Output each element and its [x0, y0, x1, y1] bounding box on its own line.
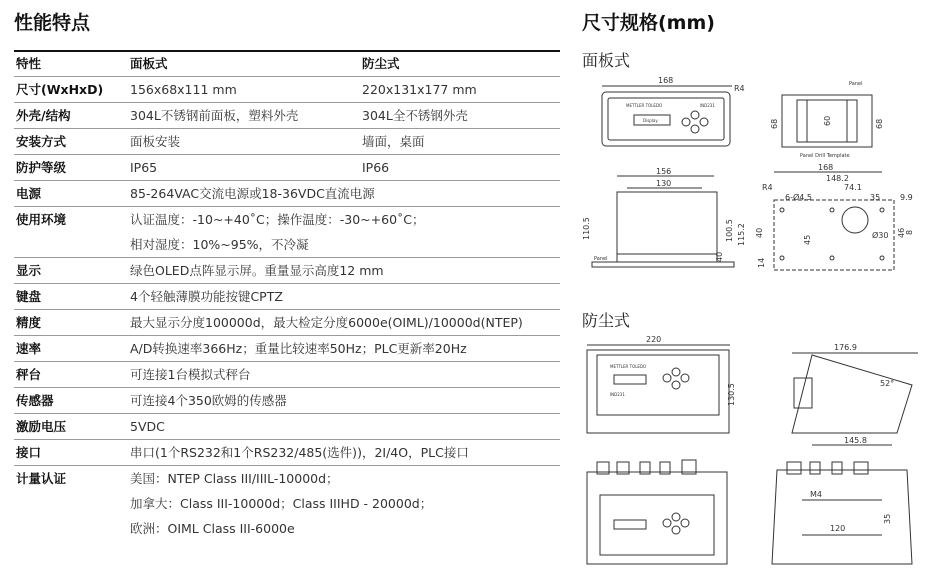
table-row: 尺寸(WxHxD) 156x68x111 mm 220x131x177 mm — [14, 77, 560, 103]
dimensions-title: 尺寸规格(mm) — [582, 12, 715, 34]
panel-side-view — [770, 81, 884, 159]
table-row-continued: 加拿大：Class III-10000d；Class IIIHD - 20000d； — [130, 496, 433, 511]
svg-text:74.1: 74.1 — [844, 183, 862, 192]
svg-text:60: 60 — [823, 115, 832, 126]
header-dust: 防尘式 — [360, 51, 560, 77]
svg-text:METTLER TOLEDO: METTLER TOLEDO — [626, 103, 663, 108]
table-row: 精度 最大显示分度100000d，最大检定分度6000e(OIML)/10000d(NTEP) — [14, 310, 560, 336]
table-row: 防护等级 IP65 IP66 — [14, 155, 560, 181]
features-title: 性能特点 — [14, 12, 91, 34]
svg-text:130.5: 130.5 — [727, 383, 736, 406]
table-row: 接口 串口(1个RS232和1个RS232/485(选件))，2I/4O，PLC接口 — [14, 440, 560, 466]
svg-text:148.2: 148.2 — [826, 174, 849, 183]
header-feature: 特性 — [14, 51, 128, 77]
table-row-continued: 相对湿度：10%~95%，不冷凝 — [130, 237, 309, 252]
svg-text:176.9: 176.9 — [834, 343, 857, 352]
table-row: 秤台 可连接1台模拟式秤台 — [14, 362, 560, 388]
panel-drill-template — [755, 163, 914, 270]
svg-text:52°: 52° — [880, 379, 895, 388]
svg-text:130: 130 — [656, 179, 672, 188]
dimensions-section — [582, 0, 947, 577]
table-row: 传感器 可连接4个350欧姆的传感器 — [14, 388, 560, 414]
table-row: 计量认证 美国：NTEP Class III/IIIL-10000d； — [14, 466, 560, 492]
svg-text:Display: Display — [643, 118, 658, 123]
dust-back-view — [772, 462, 912, 564]
svg-text:110.5: 110.5 — [582, 217, 591, 240]
table-row-continued: 欧洲：OIML Class III-6000e — [130, 521, 295, 536]
svg-text:40: 40 — [755, 227, 764, 238]
svg-text:M4: M4 — [810, 490, 822, 499]
svg-text:Ø30: Ø30 — [872, 231, 889, 240]
dust-subtitle: 防尘式 — [582, 311, 631, 330]
table-row: 外壳/结构 304L不锈钢前面板，塑料外壳 304L全不锈钢外壳 — [14, 103, 560, 129]
svg-text:40: 40 — [715, 251, 724, 262]
table-row: 键盘 4个轻触薄膜功能按键CPTZ — [14, 284, 560, 310]
panel-front-view — [602, 76, 745, 146]
svg-text:46: 46 — [897, 227, 906, 238]
svg-text:168: 168 — [818, 163, 834, 172]
dust-side-view — [792, 343, 918, 445]
svg-text:14: 14 — [757, 257, 766, 268]
svg-text:R4: R4 — [734, 84, 745, 93]
svg-text:Panel Drill Template: Panel Drill Template — [800, 153, 850, 159]
table-row: 激励电压 5VDC — [14, 414, 560, 440]
svg-text:35: 35 — [870, 193, 881, 202]
svg-text:Panel: Panel — [594, 256, 608, 262]
svg-text:145.8: 145.8 — [844, 436, 867, 445]
svg-text:100.5: 100.5 — [725, 219, 734, 242]
table-row: 显示 绿色OLED点阵显示屏。重量显示高度12 mm — [14, 258, 560, 284]
svg-text:168: 168 — [658, 76, 674, 85]
panel-subtitle: 面板式 — [582, 51, 631, 70]
svg-text:68: 68 — [770, 118, 779, 129]
features-table — [14, 50, 560, 541]
svg-text:35: 35 — [883, 513, 892, 524]
svg-text:METTLER TOLEDO: METTLER TOLEDO — [610, 364, 647, 369]
svg-text:IND231: IND231 — [700, 103, 715, 108]
dust-front-view — [587, 335, 736, 433]
svg-text:Panel: Panel — [849, 81, 863, 87]
svg-text:156: 156 — [656, 167, 672, 176]
table-row: 电源 85-264VAC交流电源或18-36VDC直流电源 — [14, 181, 560, 207]
svg-text:R4: R4 — [762, 183, 773, 192]
svg-text:68: 68 — [875, 118, 884, 129]
svg-text:9.9: 9.9 — [900, 193, 913, 202]
svg-text:115.2: 115.2 — [737, 223, 746, 246]
table-row: 使用环境 认证温度：-10~+40˚C；操作温度：-30~+60˚C； — [14, 207, 560, 233]
svg-text:45: 45 — [803, 234, 812, 245]
svg-text:8: 8 — [905, 229, 914, 235]
svg-text:IND231: IND231 — [610, 392, 625, 397]
dimension-drawings — [582, 0, 947, 577]
svg-text:6-Ø4.5: 6-Ø4.5 — [785, 193, 812, 202]
header-panel: 面板式 — [128, 51, 360, 77]
table-row: 速率 A/D转换速率366Hz；重量比较速率50Hz；PLC更新率20Hz — [14, 336, 560, 362]
dust-bottom-view — [587, 460, 727, 564]
panel-profile-view — [582, 167, 746, 267]
table-row: 安装方式 面板安装 墙面，桌面 — [14, 129, 560, 155]
table-header-row — [14, 51, 560, 77]
svg-text:120: 120 — [830, 524, 846, 533]
svg-text:220: 220 — [646, 335, 662, 344]
